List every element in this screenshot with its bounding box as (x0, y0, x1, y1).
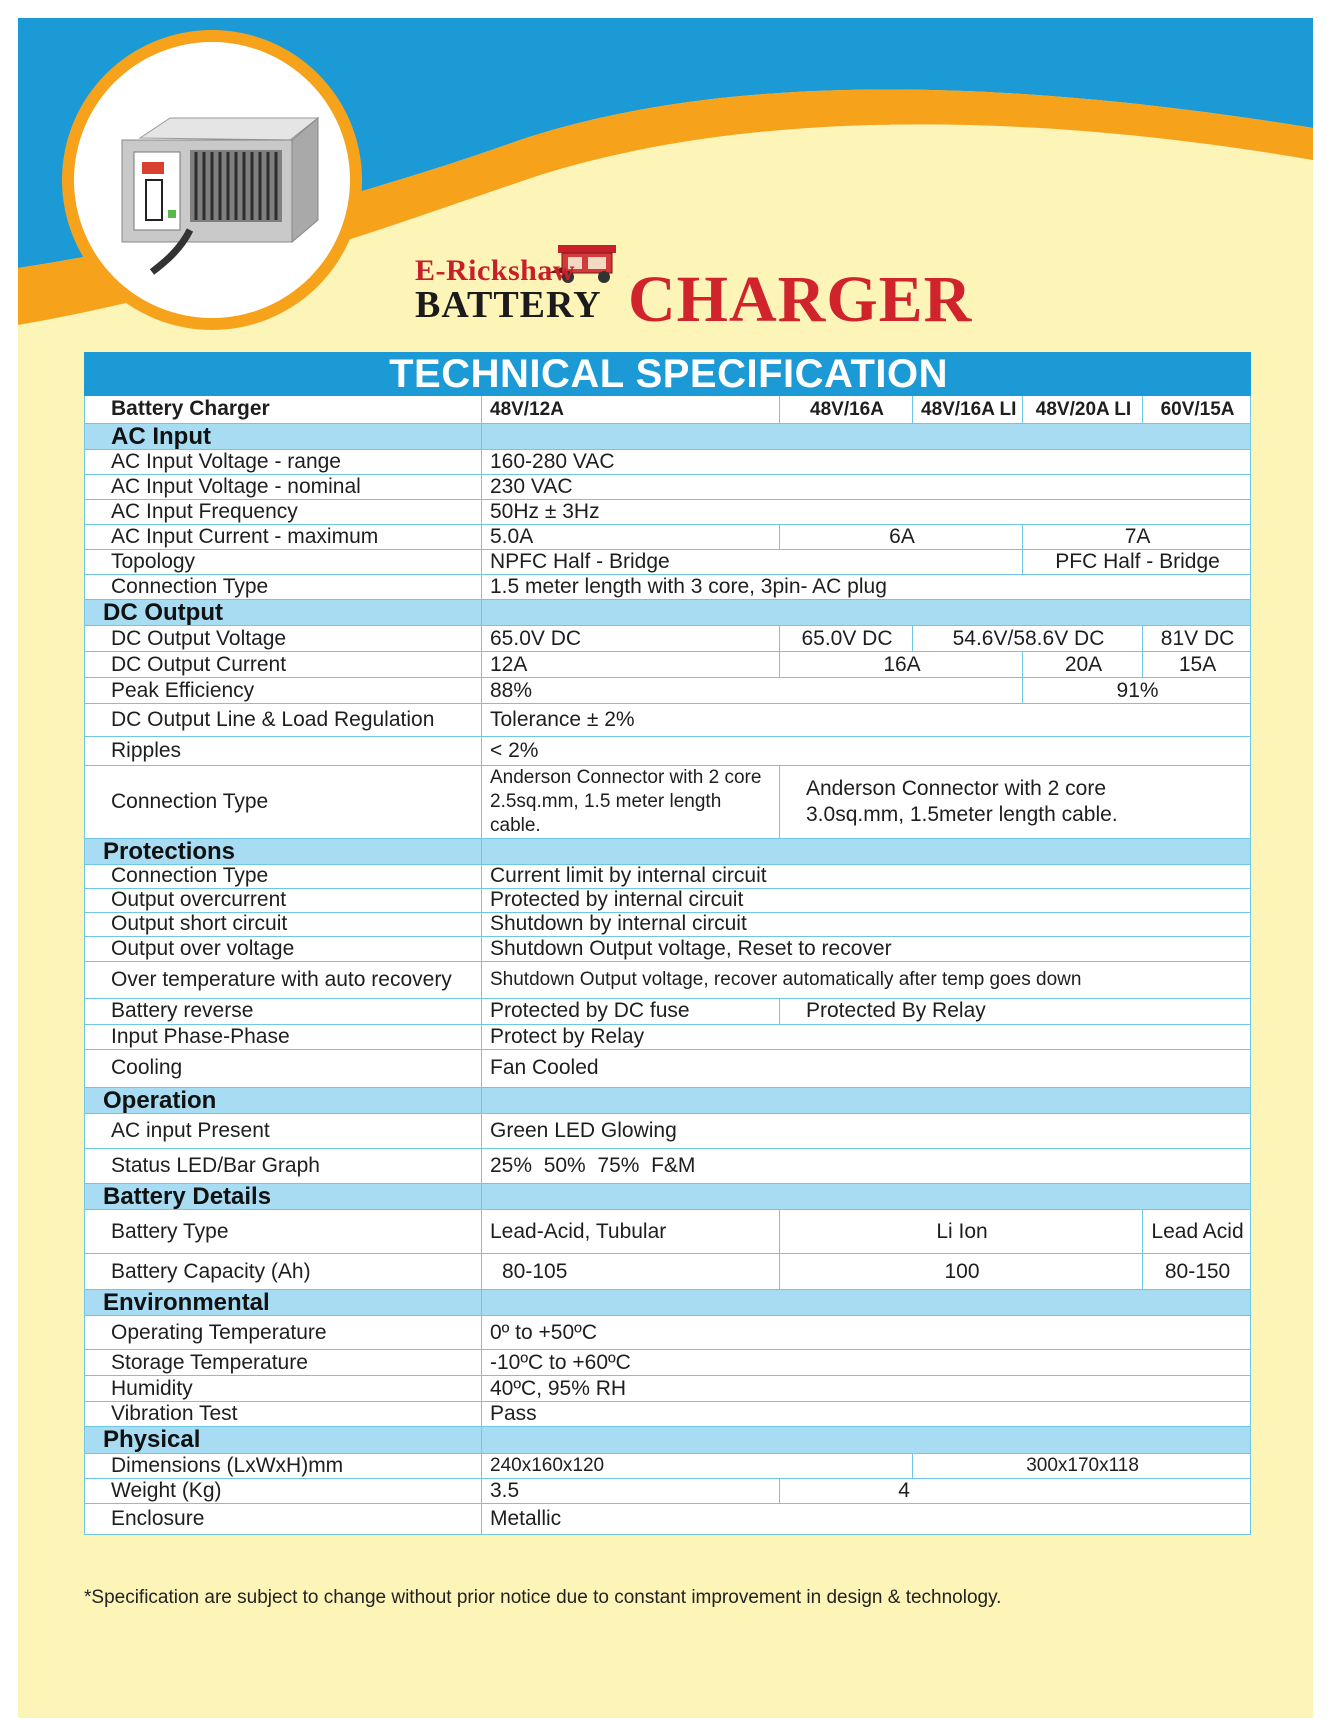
value-over-temperature: Shutdown Output voltage, recover automatically after temp goes down (482, 961, 1251, 998)
value-battery-reverse-relay: Protected By Relay (780, 998, 1251, 1024)
value-prot-connection: Current limit by internal circuit (482, 864, 1251, 888)
value-dc-voltage-li: 54.6V/58.6V DC (913, 626, 1143, 652)
value-dimensions-large: 300x170x118 (913, 1453, 1251, 1478)
label-topology: Topology (85, 550, 482, 575)
section-operation: Operation (85, 1087, 482, 1113)
title-battery: BATTERY (415, 284, 602, 326)
label-output-short: Output short circuit (85, 912, 482, 936)
dc-connection-large-line2: 3.0sq.mm, 1.5meter length cable. (806, 803, 1118, 826)
model-48v-16a: 48V/16A (780, 396, 913, 424)
value-dc-current-15a: 15A (1143, 652, 1251, 678)
label-cooling: Cooling (85, 1049, 482, 1087)
value-ac-current-48v12a: 5.0A (482, 525, 780, 550)
label-ac-present: AC input Present (85, 1114, 482, 1149)
value-ac-present: Green LED Glowing (482, 1114, 1251, 1149)
value-vibration: Pass (482, 1402, 1251, 1427)
label-dc-current: DC Output Current (85, 652, 482, 678)
value-battery-type-lead-acid: Lead Acid (1143, 1210, 1251, 1254)
value-ac-connection: 1.5 meter length with 3 core, 3pin- AC plug (482, 575, 1251, 600)
value-dc-current-12a: 12A (482, 652, 780, 678)
section-dc-output: DC Output (85, 600, 482, 626)
value-efficiency-91: 91% (1023, 678, 1251, 704)
label-peak-efficiency: Peak Efficiency (85, 678, 482, 704)
label-battery-capacity: Battery Capacity (Ah) (85, 1254, 482, 1290)
label-enclosure: Enclosure (85, 1503, 482, 1534)
dc-connection-small-line1: Anderson Connector with 2 core (490, 767, 762, 789)
value-dc-voltage-48v12a: 65.0V DC (482, 626, 780, 652)
value-storage-temp: -10ºC to +60ºC (482, 1350, 1251, 1376)
value-ac-voltage-range: 160-280 VAC (482, 450, 1251, 475)
label-over-temperature: Over temperature with auto recovery (85, 961, 482, 998)
value-capacity-100: 100 (780, 1254, 1143, 1290)
section-physical: Physical (85, 1427, 482, 1453)
value-dc-voltage-60v: 81V DC (1143, 626, 1251, 652)
label-output-overvoltage: Output over voltage (85, 936, 482, 961)
value-ripples: < 2% (482, 737, 1251, 766)
label-dimensions: Dimensions (LxWxH)mm (85, 1453, 482, 1478)
label-ac-connection: Connection Type (85, 575, 482, 600)
label-ac-voltage-nominal: AC Input Voltage - nominal (85, 475, 482, 500)
dc-connection-large-line1: Anderson Connector with 2 core (806, 776, 1106, 800)
value-ac-frequency: 50Hz ± 3Hz (482, 500, 1251, 525)
label-dc-voltage: DC Output Voltage (85, 626, 482, 652)
value-operating-temp: 0º to +50ºC (482, 1316, 1251, 1350)
value-dc-current-16a: 16A (780, 652, 1023, 678)
dc-connection-small-line2: 2.5sq.mm, 1.5 meter length cable. (490, 791, 722, 836)
value-dimensions-small: 240x160x120 (482, 1453, 913, 1478)
specification-table (84, 352, 1251, 1535)
label-status-led: Status LED/Bar Graph (85, 1149, 482, 1184)
label-ripples: Ripples (85, 737, 482, 766)
value-dc-voltage-48v16a: 65.0V DC (780, 626, 913, 652)
label-vibration: Vibration Test (85, 1402, 482, 1427)
section-protections: Protections (85, 838, 482, 864)
model-48v-12a: 48V/12A (482, 396, 780, 424)
value-humidity: 40ºC, 95% RH (482, 1376, 1251, 1402)
label-input-phase: Input Phase-Phase (85, 1024, 482, 1049)
value-battery-reverse-fuse: Protected by DC fuse (482, 998, 780, 1024)
section-ac-input: AC Input (85, 424, 482, 450)
value-capacity-80-150: 80-150 (1143, 1254, 1251, 1290)
value-topology-npfc: NPFC Half - Bridge (482, 550, 1023, 575)
value-efficiency-88: 88% (482, 678, 1023, 704)
label-dc-connection: Connection Type (85, 766, 482, 838)
label-regulation: DC Output Line & Load Regulation (85, 704, 482, 737)
value-output-overcurrent: Protected by internal circuit (482, 888, 1251, 912)
value-dc-current-20a: 20A (1023, 652, 1143, 678)
label-operating-temp: Operating Temperature (85, 1316, 482, 1350)
section-battery: Battery Details (85, 1184, 482, 1210)
spec-title: TECHNICAL SPECIFICATION (85, 353, 1251, 396)
value-output-short: Shutdown by internal circuit (482, 912, 1251, 936)
title-charger: CHARGER (628, 263, 973, 336)
value-capacity-80-105: 80-105 (482, 1254, 780, 1290)
label-prot-connection: Connection Type (85, 864, 482, 888)
value-battery-type-li-ion: Li Ion (780, 1210, 1143, 1254)
model-48v-16a-li: 48V/16A LI (913, 396, 1023, 424)
value-topology-pfc: PFC Half - Bridge (1023, 550, 1251, 575)
value-input-phase: Protect by Relay (482, 1024, 1251, 1049)
value-weight-3-5: 3.5 (482, 1478, 780, 1503)
label-ac-voltage-range: AC Input Voltage - range (85, 450, 482, 475)
model-60v-15a: 60V/15A (1143, 396, 1251, 424)
product-photo-icon (62, 30, 362, 330)
label-weight: Weight (Kg) (85, 1478, 482, 1503)
value-enclosure: Metallic (482, 1503, 1251, 1534)
label-humidity: Humidity (85, 1376, 482, 1402)
section-environmental: Environmental (85, 1290, 482, 1316)
value-regulation: Tolerance ± 2% (482, 704, 1251, 737)
value-weight-4: 4 (780, 1478, 1251, 1503)
value-ac-current-20a: 7A (1023, 525, 1251, 550)
value-output-overvoltage: Shutdown Output voltage, Reset to recover (482, 936, 1251, 961)
label-ac-current-max: AC Input Current - maximum (85, 525, 482, 550)
value-status-led: 25% 50% 75% F&M (482, 1149, 1251, 1184)
label-storage-temp: Storage Temperature (85, 1350, 482, 1376)
label-ac-frequency: AC Input Frequency (85, 500, 482, 525)
value-cooling: Fan Cooled (482, 1049, 1251, 1087)
value-ac-voltage-nominal: 230 VAC (482, 475, 1251, 500)
label-battery-type: Battery Type (85, 1210, 482, 1254)
model-48v-20a-li: 48V/20A LI (1023, 396, 1143, 424)
value-ac-current-16a: 6A (780, 525, 1023, 550)
value-dc-connection-small (482, 766, 780, 838)
header-label: Battery Charger (85, 396, 482, 424)
label-output-overcurrent: Output overcurrent (85, 888, 482, 912)
footnote: *Specification are subject to change without prior notice due to constant improvement in design & technology. (84, 1587, 1002, 1608)
title-e-rickshaw: E-Rickshaw (415, 254, 576, 287)
value-battery-type-tubular: Lead-Acid, Tubular (482, 1210, 780, 1254)
value-dc-connection-large (780, 766, 1251, 838)
label-battery-reverse: Battery reverse (85, 998, 482, 1024)
